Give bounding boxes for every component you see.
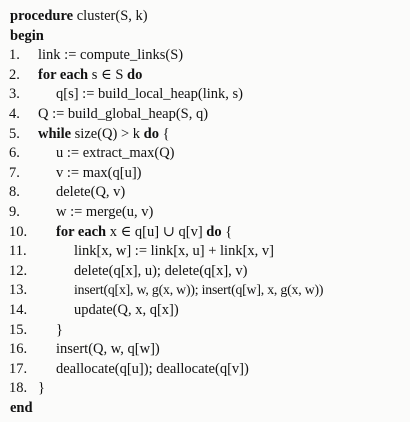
line-number: 14. — [9, 302, 28, 318]
line-number: 1. — [9, 47, 20, 64]
line-text: link[x, w] := link[x, u] + link[x, v] — [74, 243, 274, 260]
line-text: w := merge(u, v) — [56, 204, 154, 220]
line-number: 11. — [9, 243, 27, 260]
end-text: end — [10, 400, 33, 416]
line-text: } — [56, 321, 63, 338]
line-number: 18. — [9, 380, 28, 397]
line-number: 6. — [9, 145, 20, 162]
line-number: 2. — [9, 66, 20, 83]
line-text: v := max(q[u]) — [56, 164, 142, 181]
line-number: 4. — [9, 106, 20, 122]
line-number: 15. — [9, 321, 28, 338]
line-number: 8. — [9, 184, 20, 201]
line-number: 7. — [9, 164, 20, 181]
line-number: 3. — [9, 86, 20, 103]
line-text: for each s ∈ S do — [38, 66, 143, 83]
line-text: link := compute_links(S) — [38, 47, 184, 64]
line-text: Q := build_global_heap(S, q) — [38, 106, 209, 122]
line-number: 17. — [9, 360, 28, 377]
line-text: insert(q[x], w, g(x, w)); insert(q[w], x, g(x, w)) — [74, 282, 324, 298]
line-text: update(Q, x, q[x]) — [74, 302, 179, 318]
line-text: delete(Q, v) — [56, 184, 126, 201]
line-text: while size(Q) > k do { — [38, 125, 170, 142]
line-text: } — [38, 380, 45, 397]
line-number: 16. — [9, 341, 28, 358]
line-text: for each x ∈ q[u] ∪ q[v] do { — [56, 223, 233, 240]
line-text: insert(Q, w, q[w]) — [56, 341, 160, 358]
line-text: u := extract_max(Q) — [56, 145, 175, 162]
procedure-header-text: procedure cluster(S, k) — [10, 8, 148, 24]
line-number: 5. — [9, 125, 20, 142]
line-number: 13. — [9, 282, 28, 299]
begin-text: begin — [10, 27, 44, 44]
line-text: q[s] := build_local_heap(link, s) — [56, 86, 243, 103]
line-number: 10. — [9, 223, 28, 240]
line-text: delete(q[x], u); delete(q[x], v) — [74, 262, 248, 279]
line-text: deallocate(q[u]); deallocate(q[v]) — [56, 360, 249, 377]
line-number: 12. — [9, 262, 28, 279]
line-number: 9. — [9, 204, 20, 220]
